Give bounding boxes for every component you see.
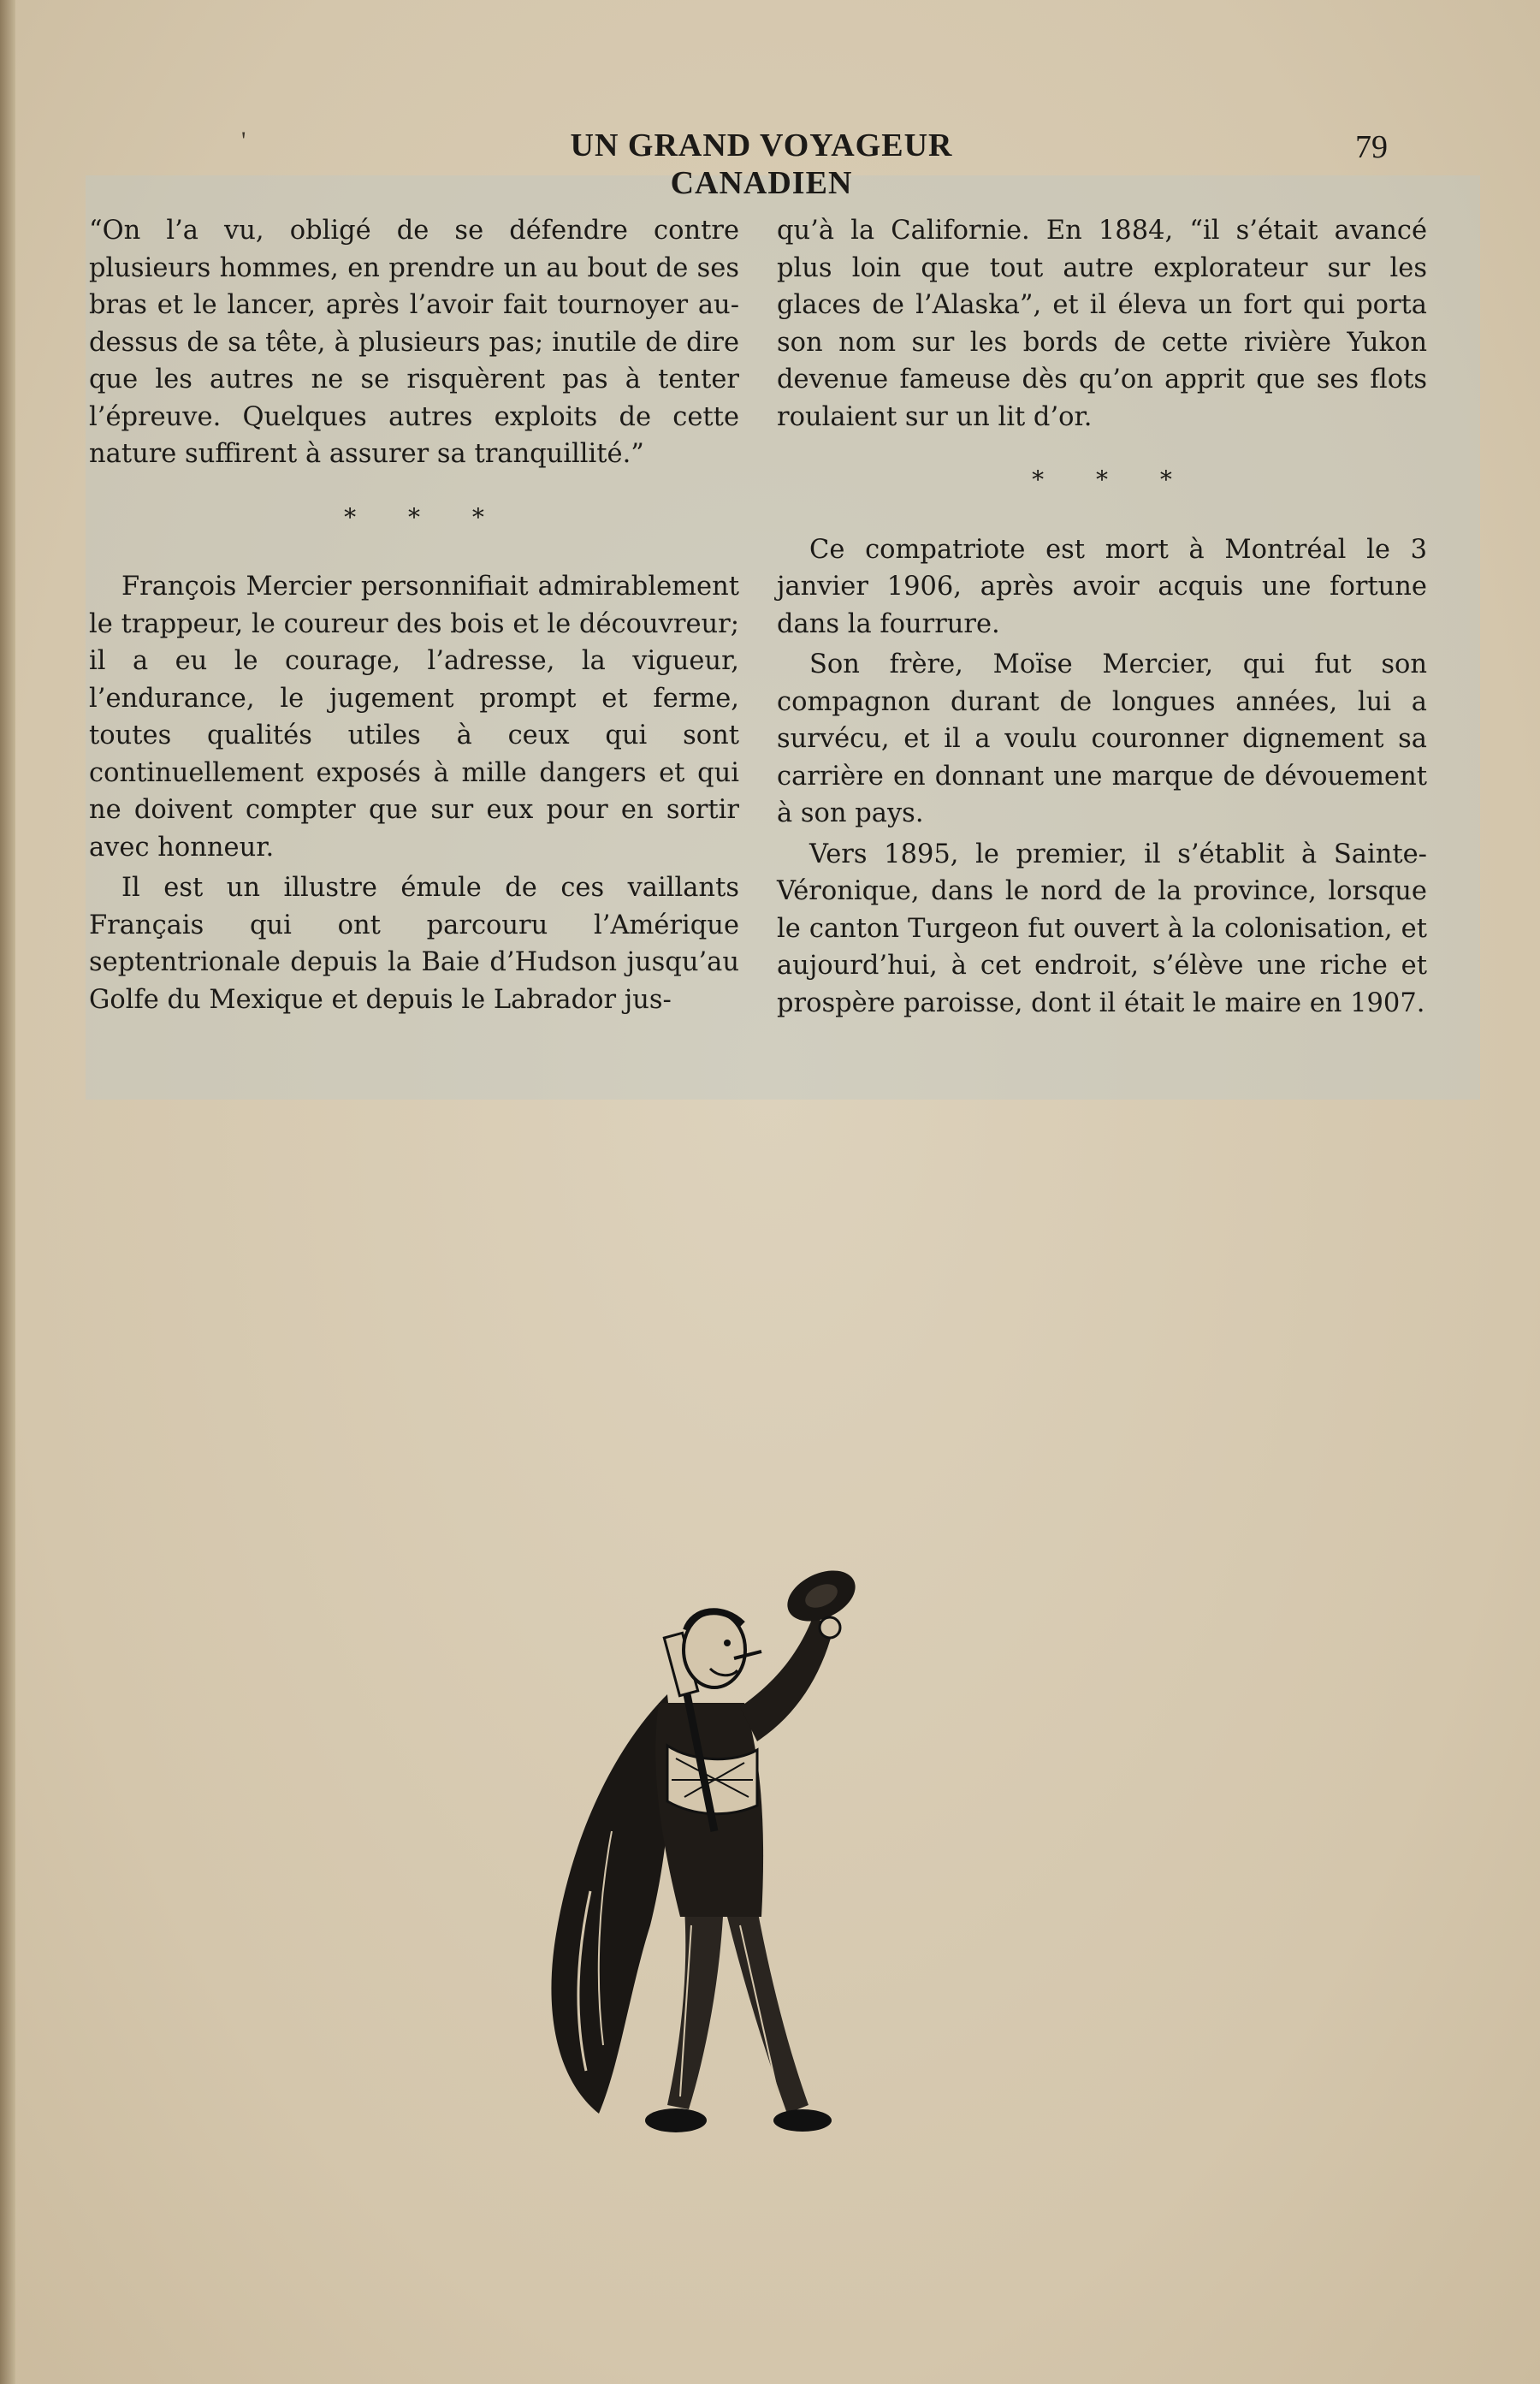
quote-paragraph: “On l’a vu, obligé de se défendre contre plusieurs hommes, en prendre un au bout de ses bras et le lancer, après l’avoir fait tournoyer au-dessus de sa tête, à plusieurs pas; inutile de dire que les autres ne se risquèrent pas à tenter l’épreuve. Quelques autres exploits de cette nature suffirent à assurer sa tranquillité.” — [89, 216, 739, 469]
paragraph: François Mercier personnifiait admirablement le trappeur, le coureur des bois et le découvreur; il a eu le courage, l’adresse, la vigueur, l’endurance, le jugement prompt et ferme, toutes qualités utiles à ceux qui sont continuellement exposés à mille dangers et qui ne doivent compter que sur eux pour en sortir avec honneur. — [89, 572, 739, 863]
running-header — [0, 127, 1540, 201]
running-title: UN GRAND VOYAGEUR CANADIEN — [570, 128, 953, 201]
section-separator: * * * — [1032, 466, 1194, 494]
left-column — [89, 212, 739, 1022]
paragraph: Il est un illustre émule de ces vaillants Français qui ont parcouru l’Amérique septentrionale depuis la Baie d’Hudson jusqu’au Golfe du Mexique et depuis le Labrador jus- — [89, 873, 739, 1015]
book-spine-edge — [0, 0, 15, 2384]
section-separator: * * * — [344, 502, 506, 531]
paragraph: Son frère, Moïse Mercier, qui fut son compagnon durant de longues années, lui a survécu, et il a voulu couronner dignement sa carrière en donnant une marque de dévouement à son pays. — [777, 649, 1427, 828]
continued-paragraph: qu’à la Californie. En 1884, “il s’était avancé plus loin que tout autre explorateur sur les glaces de l’Alaska”, et il éleva un fort qui porta son nom sur les bords de cette rivière Yukon devenue fameuse dès qu’on apprit que ses flots roulaient sur un lit d’or. — [777, 216, 1427, 432]
right-column — [777, 212, 1427, 1025]
voyageur-illustration — [539, 1549, 941, 2216]
paragraph: Ce compatriote est mort à Montréal le 3 janvier 1906, après avoir acquis une fortune dans la fourrure. — [777, 534, 1427, 639]
page-number: 79 — [1355, 129, 1388, 165]
paragraph: Vers 1895, le premier, il s’établit à Sainte-Véronique, dans le nord de la province, lorsque le canton Turgeon fut ouvert à la colonisation, et aujourd’hui, à cet endroit, s’élève une riche et prospère paroisse, dont il était le maire en 1907. — [777, 839, 1427, 1018]
header-tick-mark: ' — [241, 127, 246, 155]
